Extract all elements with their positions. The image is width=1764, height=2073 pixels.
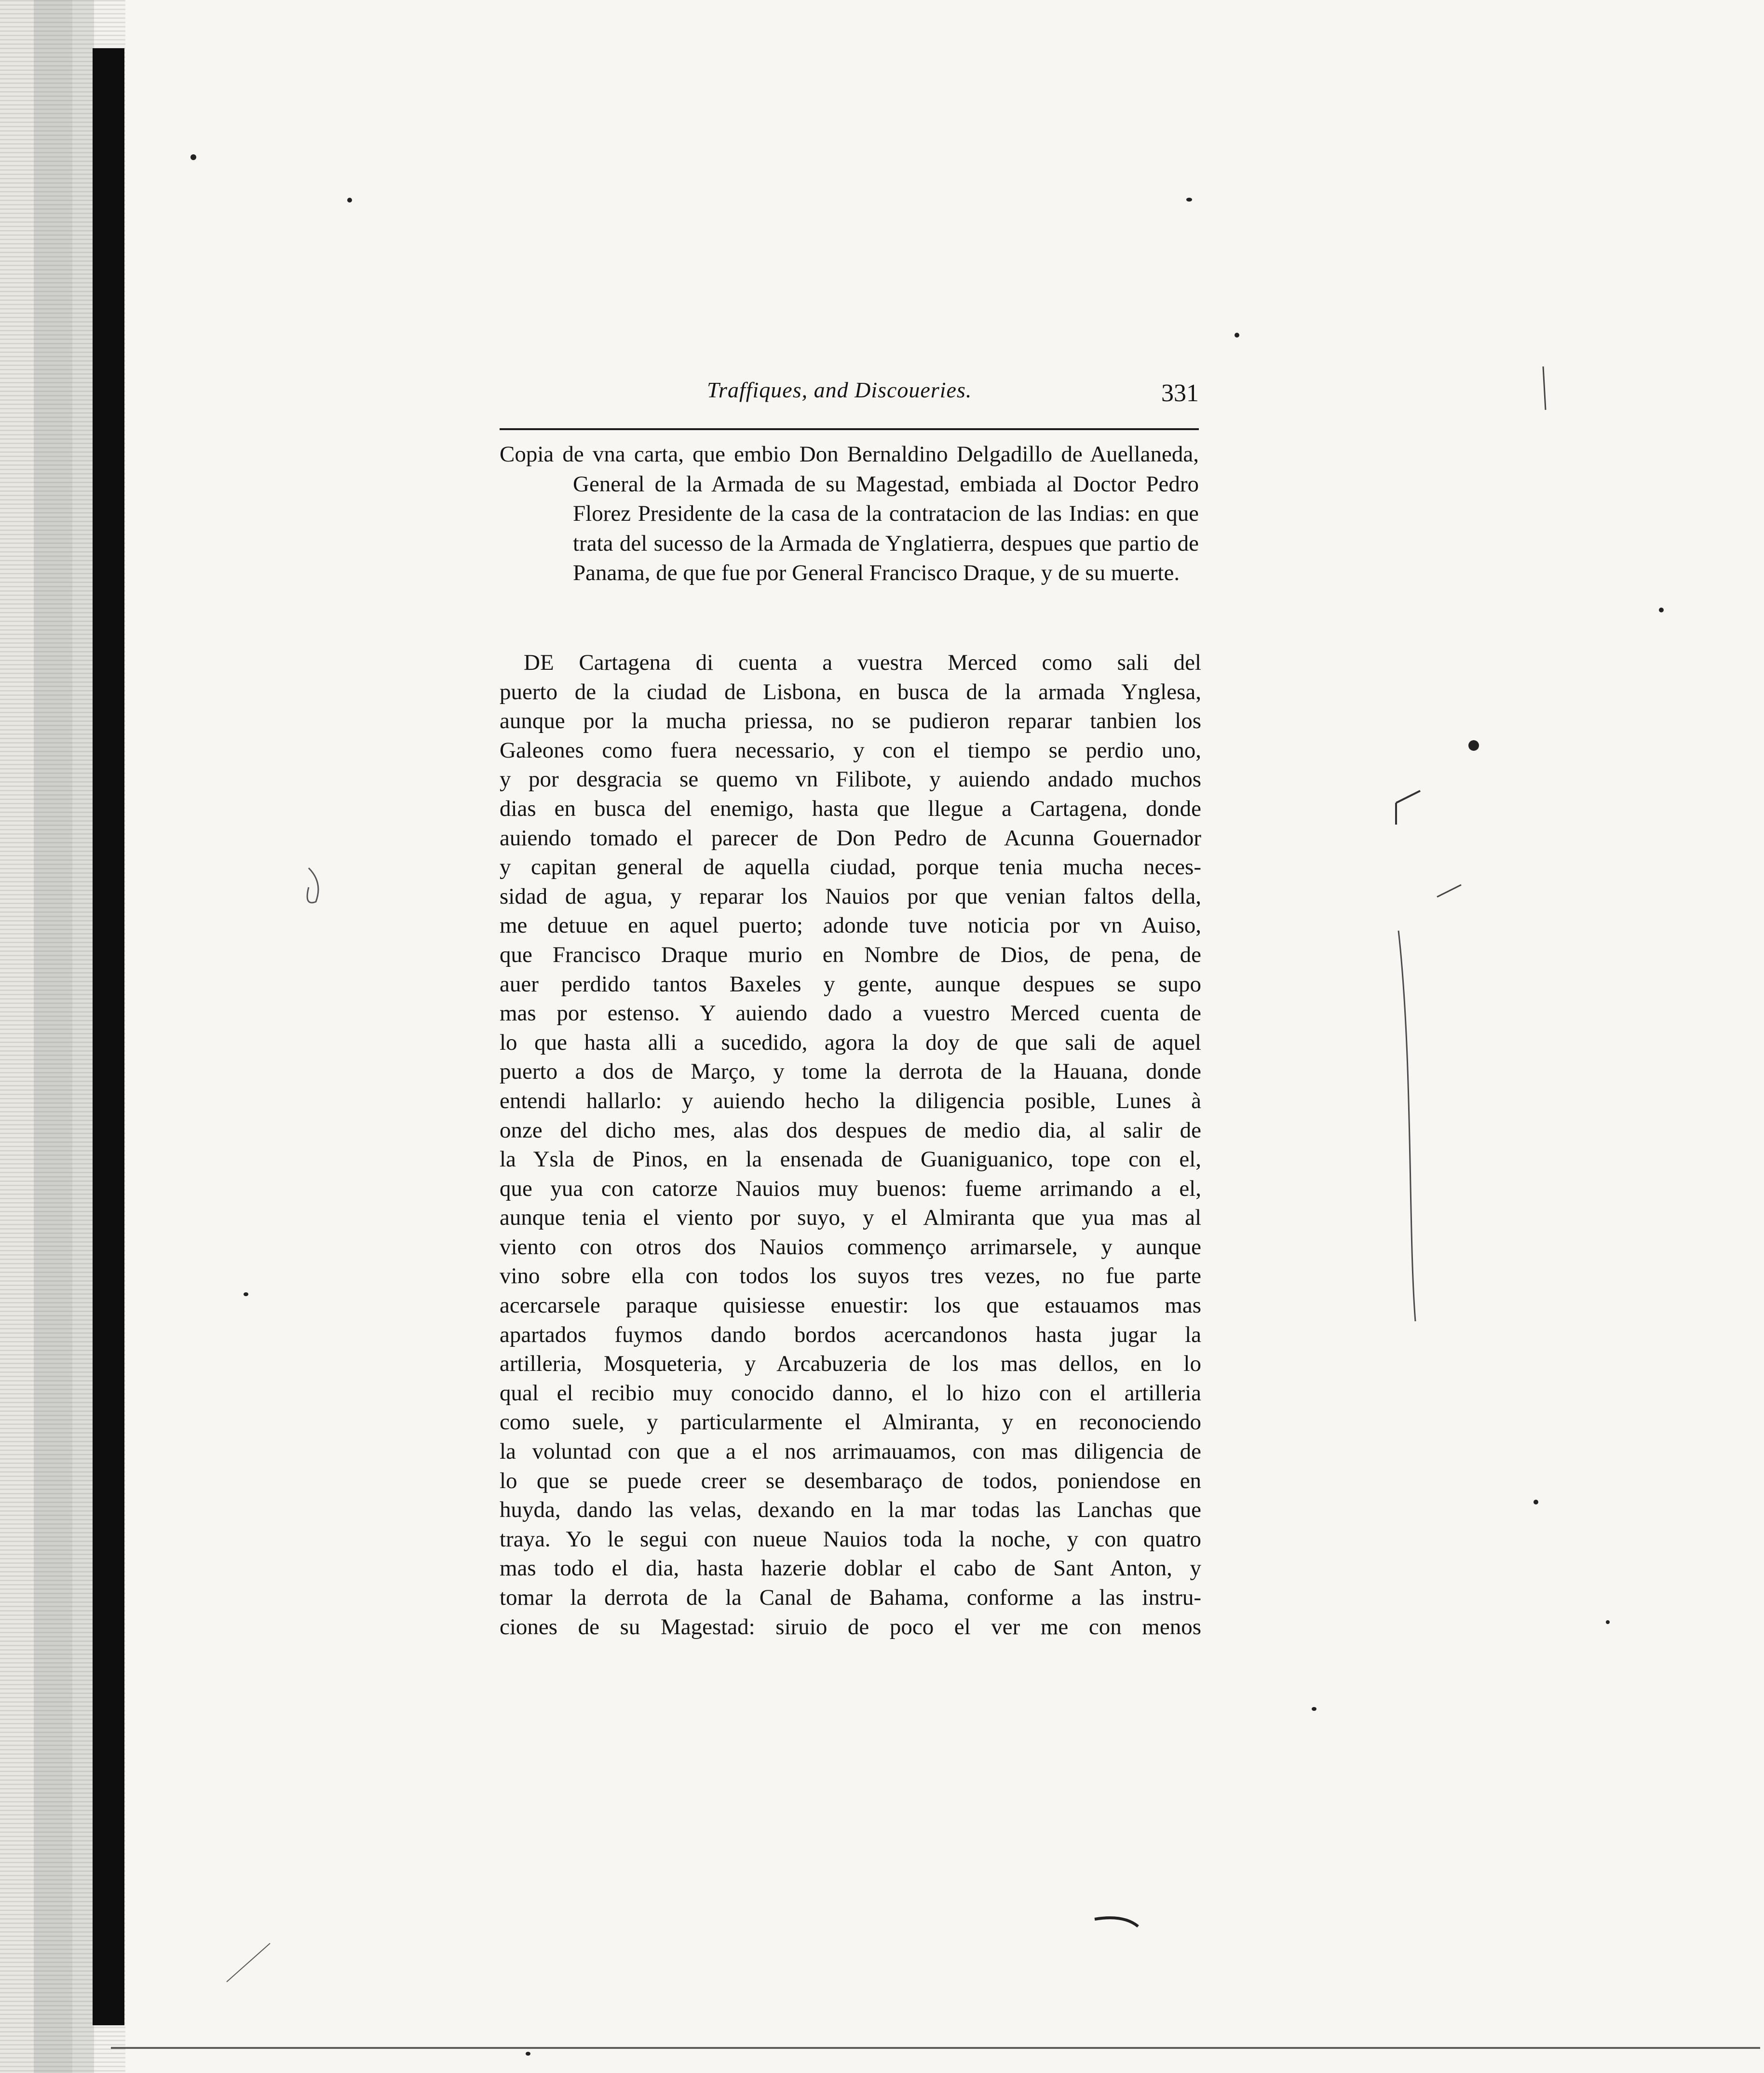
text-line: la Ysla de Pinos, en la ensenada de Guaniguanico, tope con el, <box>500 1147 1201 1172</box>
text-line: entendi hallarlo: y auiendo hecho la diligencia posible, Lunes à <box>500 1088 1201 1113</box>
text-line: dias en busca del enemigo, hasta que llegue a Cartagena, donde <box>500 796 1201 821</box>
text-line: qual el recibio muy conocido danno, el lo hizo con el artilleria <box>500 1380 1201 1406</box>
margin-stroke-mark <box>227 1943 270 1982</box>
text-line: mas por estenso. Y auiendo dado a vuestro Merced cuenta de <box>500 1001 1201 1026</box>
text-line: DE Cartagena di cuenta a vuestra Merced como sali del <box>524 650 1201 675</box>
text-line: que yua con catorze Nauios muy buenos: fueme arrimando a el, <box>500 1176 1201 1201</box>
text-line: y por desgracia se quemo vn Filibote, y auiendo andado muchos <box>500 767 1201 792</box>
text-line: auiendo tomado el parecer de Don Pedro de Acunna Gouernador <box>500 825 1201 851</box>
margin-stroke-mark <box>1437 885 1461 897</box>
text-line: me detuue en aquel puerto; adonde tuve noticia por vn Auiso, <box>500 913 1201 938</box>
text-line: puerto a dos de Março, y tome la derrota de la Hauana, donde <box>500 1059 1201 1084</box>
text-line: onze del dicho mes, alas dos despues de medio dia, al salir de <box>500 1117 1201 1143</box>
text-line: huyda, dando las velas, dexando en la mar todas las Lanchas que <box>500 1497 1201 1523</box>
header-rule <box>500 428 1199 430</box>
margin-bracket-mark <box>1396 791 1420 803</box>
margin-stroke-mark <box>307 868 318 903</box>
text-line: viento con otros dos Nauios commenço arrimarsele, y aunque <box>500 1234 1201 1260</box>
text-line: lo que hasta alli a sucedido, agora la doy de que sali de aquel <box>500 1030 1201 1055</box>
running-head <box>500 377 1199 416</box>
text-line: la voluntad con que a el nos arrimauamos, con mas diligencia de <box>500 1439 1201 1464</box>
text-line: mas todo el dia, hasta hazerie doblar el cabo de Sant Anton, y <box>500 1556 1201 1581</box>
body-paragraph <box>500 648 1201 1641</box>
letter-heading: Copia de vna carta, que embio Don Bernaldino Delgadillo de Auellaneda, General de la Armada de su Magestad, embiada al Doctor Pedro Florez Presidente de la casa de la contratacion de las Indias: en que trata del sucesso de la Armada de Ynglatierra, despues que partio de Panama, de que fue por General Francisco Draque, y de su muerte. <box>500 442 1199 585</box>
text-line: traya. Yo le segui con nueue Nauios toda la noche, y con quatro <box>500 1526 1201 1552</box>
page-number: 331 <box>1161 379 1199 407</box>
text-line: aunque tenia el viento por suyo, y el Almiranta que yua mas al <box>500 1205 1201 1231</box>
margin-stroke-mark <box>1095 1918 1138 1926</box>
text-line: aunque por la mucha priessa, no se pudieron reparar tanbien los <box>500 708 1201 734</box>
text-line: acercarsele paraque quisiesse enuestir: los que estauamos mas <box>500 1293 1201 1318</box>
margin-pencil-line <box>1398 931 1415 1321</box>
text-line: tomar la derrota de la Canal de Bahama, conforme a las instru- <box>500 1585 1201 1610</box>
text-line: ciones de su Magestad: siruio de poco el ver me con menos <box>500 1614 1201 1639</box>
text-line: Galeones como fuera necessario, y con el tiempo se perdio uno, <box>500 737 1201 763</box>
text-line: apartados fuymos dando bordos acercandonos hasta jugar la <box>500 1322 1201 1347</box>
text-line: auer perdido tantos Baxeles y gente, aunque despues se supo <box>500 971 1201 997</box>
text-line: vino sobre ella con todos los suyos tres vezes, no fue parte <box>500 1263 1201 1289</box>
margin-stroke-mark <box>1543 366 1546 410</box>
text-line: sidad de agua, y reparar los Nauios por que venian faltos della, <box>500 883 1201 909</box>
running-head-title: Traffiques, and Discoueries. <box>707 378 972 402</box>
text-line: y capitan general de aquella ciudad, porque tenia mucha neces- <box>500 854 1201 880</box>
text-line: puerto de la ciudad de Lisbona, en busca de la armada Ynglesa, <box>500 679 1201 705</box>
text-line: artilleria, Mosqueteria, y Arcabuzeria de los mas dellos, en lo <box>500 1351 1201 1377</box>
text-line: que Francisco Draque murio en Nombre de Dios, de pena, de <box>500 942 1201 967</box>
text-line: como suele, y particularmente el Almiranta, y en reconociendo <box>500 1409 1201 1435</box>
text-line: lo que se puede creer se desembaraço de todos, poniendose en <box>500 1468 1201 1493</box>
